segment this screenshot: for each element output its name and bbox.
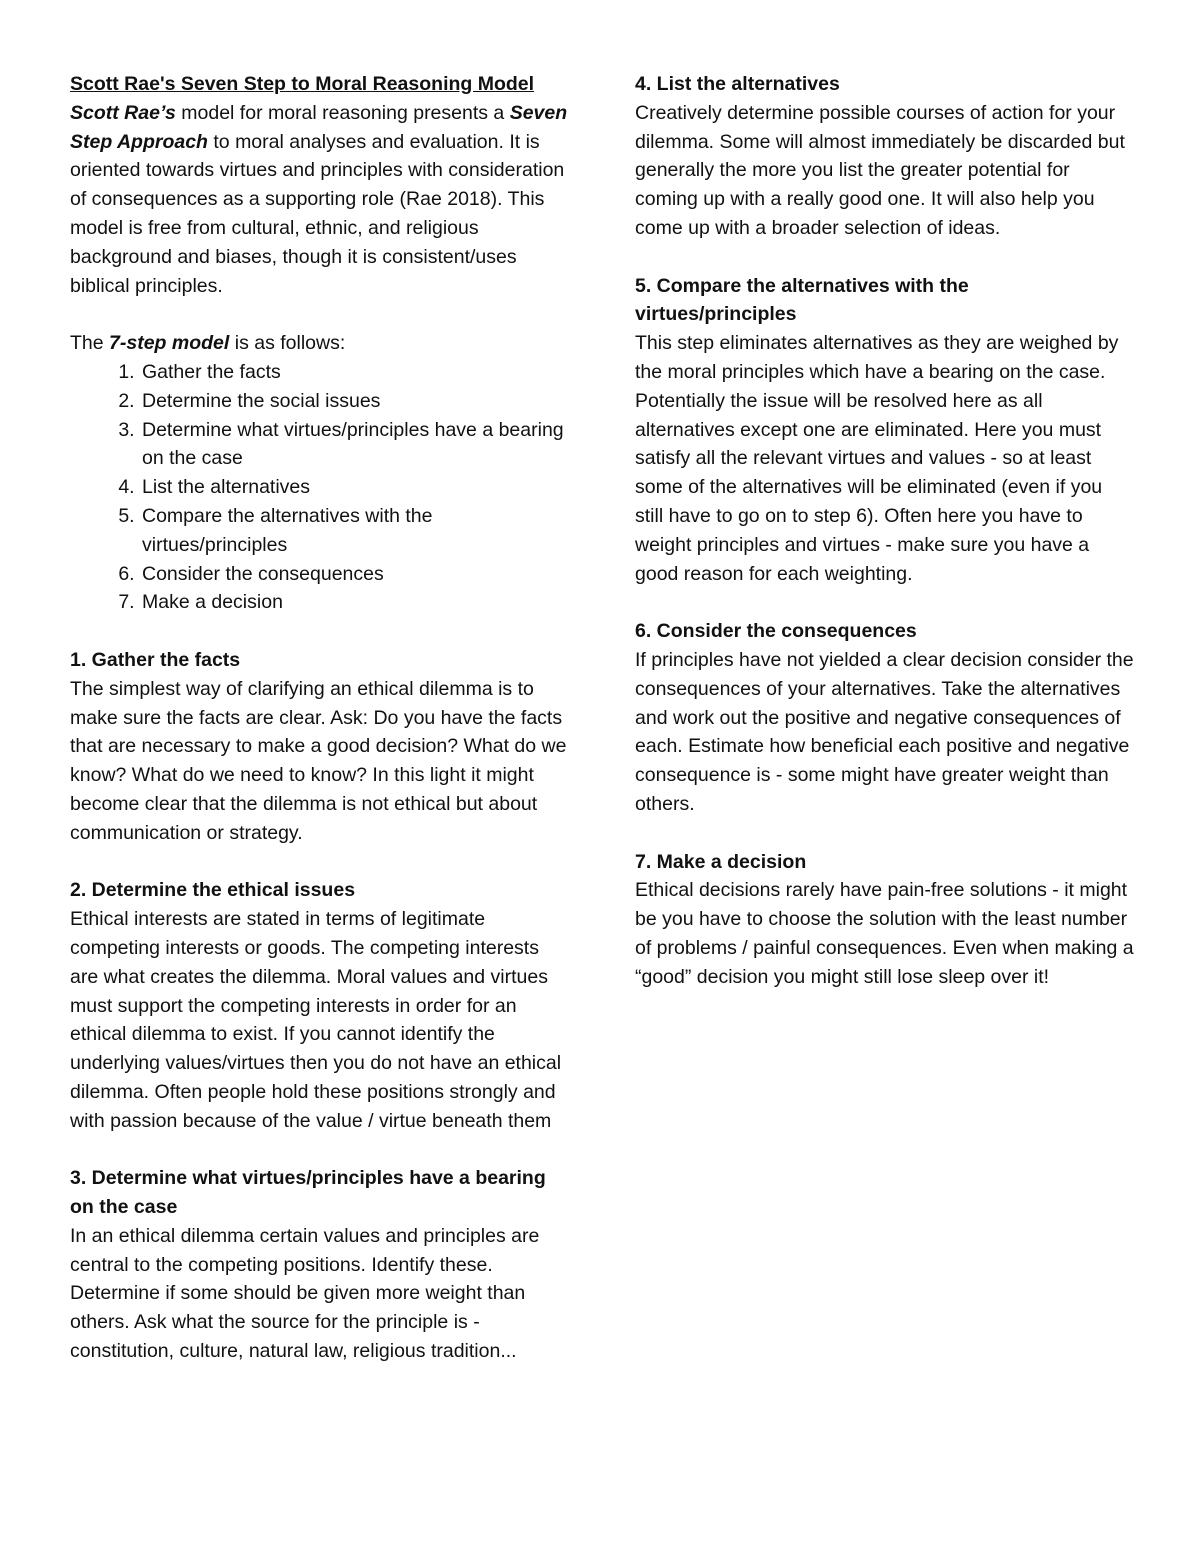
section-1-heading: 1. Gather the facts bbox=[70, 648, 241, 671]
intro-text-2: to moral analyses and evaluation. It is oriented towards virtues and principles with consideration of consequences as a supporting role (Rae 2018). This model is free from cultural, ethnic, and religious background and biases, though it is consistent/uses biblical principles. bbox=[70, 130, 565, 297]
section-2-body: Ethical interests are stated in terms of legitimate competing interests or goods. The competing interests are what creates the dilemma. Moral values and virtues must support the competing interests in order for an ethical dilemma to exist. If you cannot identify the underlying values/virtues then you do not have an ethical dilemma. Often people hold these positions strongly and with passion because of the value / virtue beneath them bbox=[70, 908, 562, 1132]
steps-list-item: 5. Compare the alternatives with the virtues/principles bbox=[140, 502, 570, 560]
model-intro-emph: 7-step model bbox=[109, 332, 230, 355]
right-column bbox=[635, 70, 1135, 992]
steps-list-item: 4. List the alternatives bbox=[140, 473, 570, 502]
intro-text-1: model for moral reasoning presents a bbox=[175, 101, 510, 124]
intro-approach: Seven Step Approach bbox=[70, 101, 568, 153]
steps-list bbox=[70, 358, 570, 617]
section-7-heading: 7. Make a decision bbox=[635, 850, 807, 873]
intro-author: Scott Rae’s bbox=[70, 101, 176, 124]
section-4-heading: 4. List the alternatives bbox=[635, 73, 840, 95]
section-3-heading: 3. Determine what virtues/principles have a bearing on the case bbox=[70, 1167, 546, 1219]
section-3-body: In an ethical dilemma certain values and principles are central to the competing positions. Identify these. Determine if some should be given more weight than others. Ask what the source for the principle is - constitution, culture, natural law, religious tradition... bbox=[70, 1224, 540, 1363]
section-6-heading: 6. Consider the consequences bbox=[635, 620, 917, 643]
model-intro-suffix: is as follows: bbox=[229, 332, 346, 355]
document-title: Scott Rae's Seven Step to Moral Reasoning Model bbox=[70, 73, 535, 95]
model-intro bbox=[70, 329, 570, 358]
left-column bbox=[70, 70, 570, 1366]
intro-paragraph bbox=[70, 99, 570, 301]
section-1-body: The simplest way of clarifying an ethical dilemma is to make sure the facts are clear. Ask: Do you have the facts that are necessary to make a good decision? What do we know? What do we need to know? In this light it might become clear that the dilemma is not ethical but about communication or strategy. bbox=[70, 677, 567, 844]
steps-list-item: 3. Determine what virtues/principles have a bearing on the case bbox=[140, 416, 570, 474]
model-intro-prefix: The bbox=[70, 332, 110, 355]
section-5-body: This step eliminates alternatives as they are weighed by the moral principles which have a bearing on the case. Potentially the issue will be resolved here as all alternatives except one are eliminated. Here you must satisfy all the relevant virtues and values - so at least some of the alternatives will be eliminated (even if you still have to go on to step 6). Often here you have to weight principles and virtues - make sure you have a good reason for each weighting. bbox=[635, 332, 1119, 585]
steps-list-item: 2. Determine the social issues bbox=[140, 387, 570, 416]
section-6-body: If principles have not yielded a clear decision consider the consequences of your alternatives. Take the alternatives and work out the positive and negative consequences of each. Estimate how beneficial each positive and negative consequence is - some might have greater weight than others. bbox=[635, 648, 1134, 815]
section-2-heading: 2. Determine the ethical issues bbox=[70, 879, 356, 902]
steps-list-item: 6. Consider the consequences bbox=[140, 560, 570, 589]
steps-list-item: 1. Gather the facts bbox=[140, 358, 570, 387]
section-4-body: Creatively determine possible courses of action for your dilemma. Some will almost immediately be discarded but generally the more you list the greater potential for coming up with a really good one. It will also help you come up with a broader selection of ideas. bbox=[635, 101, 1125, 239]
section-5-heading: 5. Compare the alternatives with the virtues/principles bbox=[635, 274, 969, 326]
steps-list-item: 7. Make a decision bbox=[140, 588, 570, 617]
section-7-body: Ethical decisions rarely have pain-free solutions - it might be you have to choose the solution with the least number of problems / painful consequences. Even when making a “good” decision you might still lose sleep over it! bbox=[635, 879, 1134, 988]
